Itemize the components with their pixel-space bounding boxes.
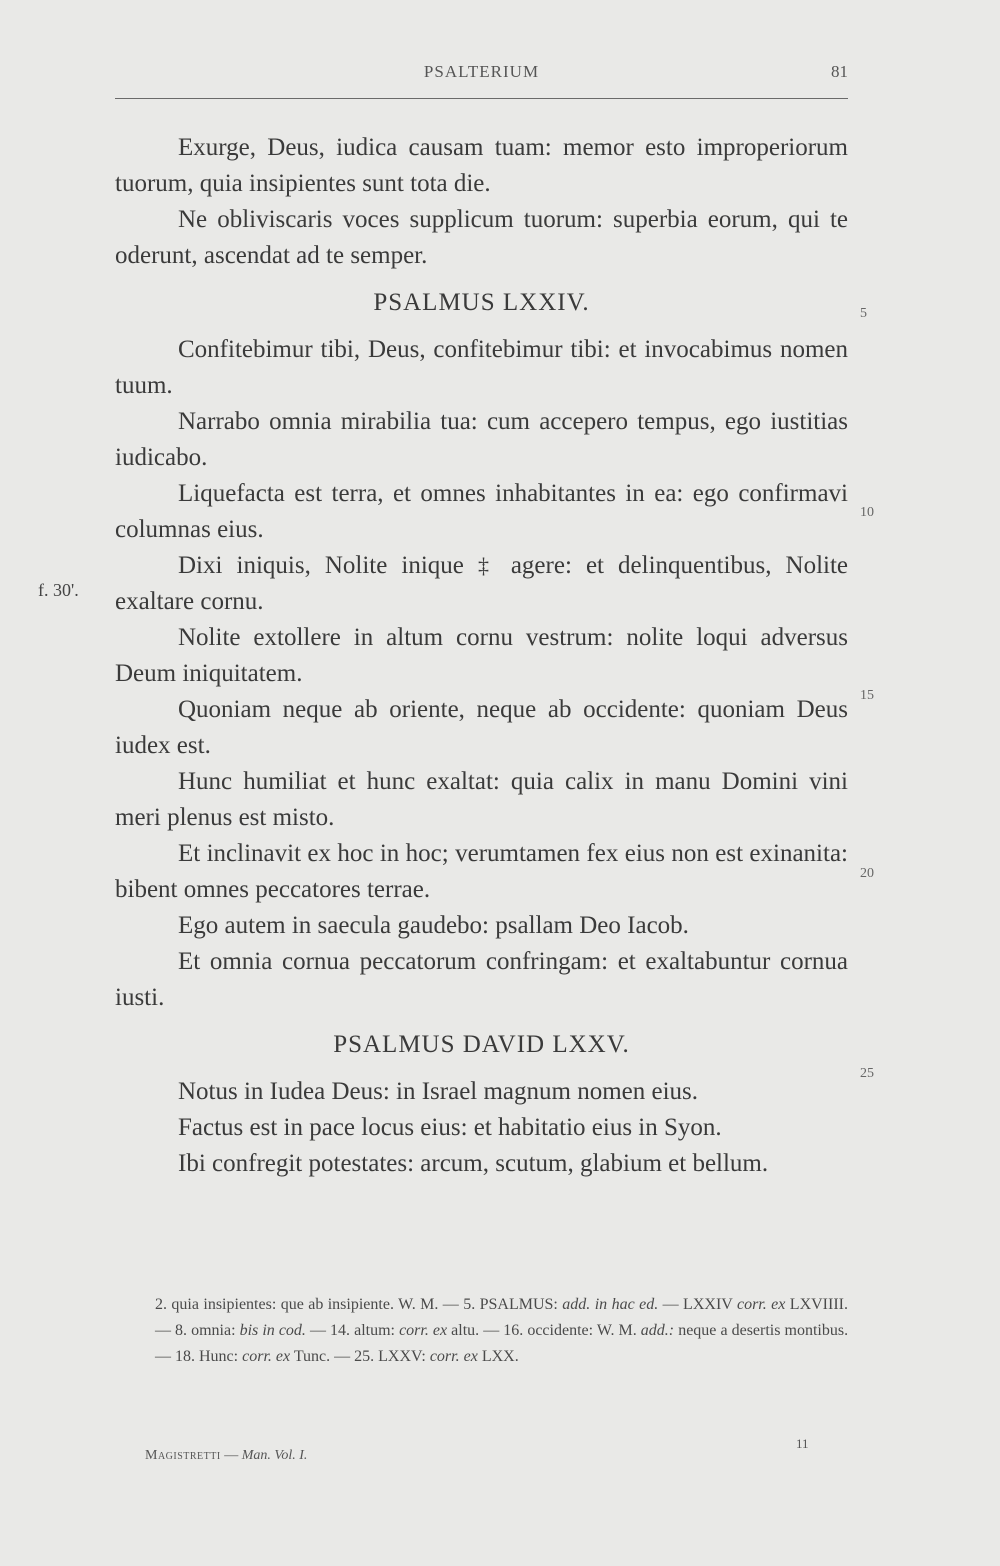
footnote-italic: corr. ex <box>429 1348 478 1365</box>
footnote-text: Tunc. — 25. LXXV: <box>293 1348 426 1365</box>
footnote-text: — LXXIV <box>662 1296 733 1313</box>
footnote-text: LXVIIII. — 8. omnia: <box>155 1296 848 1339</box>
verse-with-cross <box>115 548 848 620</box>
line-number-20: 20 <box>860 866 874 881</box>
verse: Et inclinavit ex hoc in hoc; verumtamen fex eius non est exinanita: bibent omnes peccatores terrae. <box>115 840 848 903</box>
footnote-italic: corr. ex <box>399 1322 448 1339</box>
line-number-15: 15 <box>860 688 874 703</box>
psalm-heading: PSALMUS LXXIV. <box>373 289 590 316</box>
verse: Narrabo omnia mirabilia tua: cum accepero tempus, ego iustitias iudicabo. <box>115 408 848 471</box>
footnote-text: — 14. altum: <box>310 1322 395 1339</box>
verse: Notus in Iudea Deus: in Israel magnum nomen eius. <box>178 1078 699 1105</box>
footnote-text: neque a desertis montibus. — 18. Hunc: <box>155 1322 849 1365</box>
footnote-text: 2. quia insipientes: que ab insipiente. W. M. — 5. PSALMUS: <box>155 1296 558 1313</box>
verse: Liquefacta est terra, et omnes inhabitantes in ea: ego confirmavi columnas eius. <box>115 480 848 543</box>
verse: Ne obliviscaris voces supplicum tuorum: superbia eorum, qui te oderunt, ascendat ad te semper. <box>115 206 848 269</box>
psalter-text <box>115 130 848 1182</box>
footnote-italic: corr. ex <box>242 1348 291 1365</box>
verse-part: Dixi iniquis, Nolite inique <box>178 552 464 579</box>
psalm-heading: PSALMUS DAVID LXXV. <box>333 1031 630 1058</box>
footer-dash: — <box>224 1448 239 1463</box>
verse-part: agere: et delinquentibus, Nolite exaltare cornu. <box>115 552 849 615</box>
verse: Ibi confregit potestates: arcum, scutum, glabium et bellum. <box>178 1150 769 1177</box>
footer-author: Magistretti <box>145 1448 221 1463</box>
line-number-5: 5 <box>860 306 867 321</box>
verse: Ego autem in saecula gaudebo: psallam Deo Iacob. <box>178 912 689 939</box>
line-number-10: 10 <box>860 505 874 520</box>
folio-margin-note: f. 30'. <box>38 580 79 600</box>
footnote-text: LXX. <box>481 1348 519 1365</box>
header-rule <box>115 98 848 99</box>
double-dagger-mark: ‡ <box>477 553 497 578</box>
footer-work: Man. Vol. I. <box>241 1448 308 1463</box>
footnote-italic: corr. ex <box>736 1296 786 1313</box>
verse: Nolite extollere in altum cornu vestrum: nolite loqui adversus Deum iniquitatem. <box>115 624 848 687</box>
footnote-italic: add. in hac ed. <box>562 1296 659 1313</box>
footnote-text: altu. — 16. occidente: W. M. <box>451 1322 637 1339</box>
gathering-signature: 11 <box>796 1436 809 1451</box>
running-head <box>115 62 848 92</box>
page-number: 81 <box>831 62 848 81</box>
verse: Et omnia cornua peccatorum confringam: et exaltabuntur cornua iusti. <box>115 948 848 1011</box>
footnote-italic: bis in cod. <box>239 1322 306 1339</box>
footer-credit <box>145 1448 307 1464</box>
footnote-italic: add.: <box>640 1322 675 1339</box>
running-head-title: PSALTERIUM <box>423 62 540 81</box>
verse: Quoniam neque ab oriente, neque ab occidente: quoniam Deus iudex est. <box>115 696 848 759</box>
verse: Confitebimur tibi, Deus, confitebimur tibi: et invocabimus nomen tuum. <box>115 336 848 399</box>
verse: Hunc humiliat et hunc exaltat: quia calix in manu Domini vini meri plenus est misto. <box>115 768 848 831</box>
verse: Exurge, Deus, iudica causam tuam: memor esto improperiorum tuorum, quia insipientes sunt tota die. <box>115 134 848 197</box>
critical-apparatus <box>155 1292 848 1370</box>
verse: Factus est in pace locus eius: et habitatio eius in Syon. <box>178 1114 722 1141</box>
line-number-25: 25 <box>860 1066 874 1081</box>
